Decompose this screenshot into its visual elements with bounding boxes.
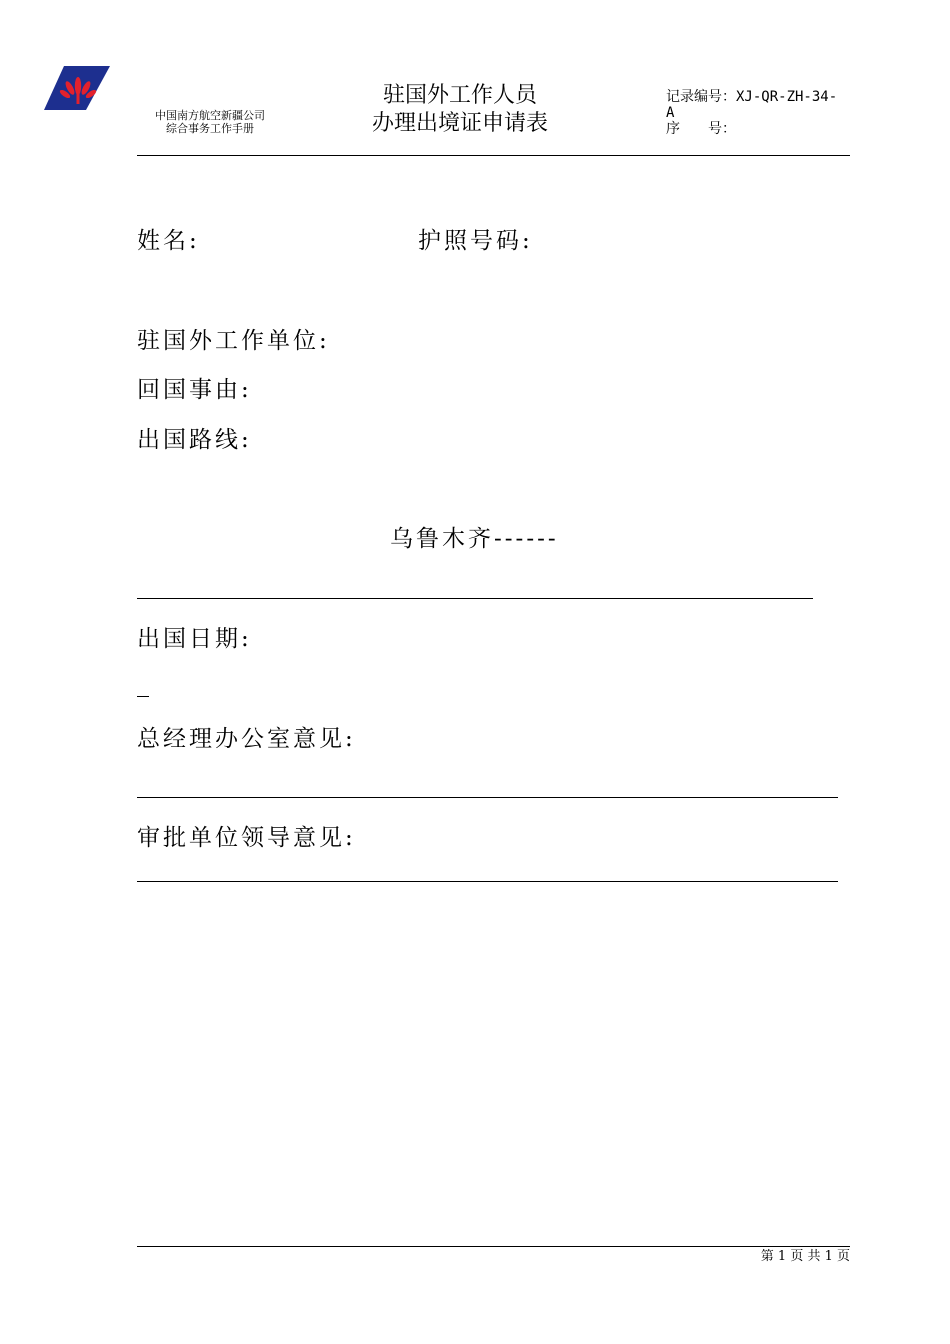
gm-office-opinion-label: 总经理办公室意见:	[137, 726, 356, 752]
departure-date-label: 出国日期:	[137, 626, 252, 652]
overseas-unit-label: 驻国外工作单位:	[137, 328, 330, 354]
gm-opinion-divider	[137, 797, 838, 798]
record-number: 记录编号：XJ-QR-ZH-34-	[666, 89, 838, 105]
header-divider	[137, 155, 850, 156]
kapok-flower-tail-logo-icon	[42, 64, 112, 112]
route-divider	[137, 598, 813, 599]
record-info	[666, 89, 866, 137]
passport-number-label: 护照号码:	[418, 228, 533, 254]
name-label: 姓名:	[137, 228, 200, 254]
company-name	[140, 109, 280, 135]
page-number: 第 1 页 共 1 页	[760, 1249, 850, 1264]
departure-route-label: 出国路线:	[137, 427, 252, 453]
company-name-line: 中国南方航空新疆公司	[155, 109, 265, 122]
form-title-line1: 驻国外工作人员	[382, 83, 537, 108]
approving-leader-opinion-label: 审批单位领导意见:	[137, 825, 356, 851]
manual-name-line: 综合事务工作手册	[166, 122, 254, 135]
date-underscore-mark	[137, 696, 149, 697]
record-number-suffix: A	[666, 105, 675, 121]
departure-route-value: 乌鲁木齐------	[390, 526, 559, 552]
serial-number-label: 序 号：	[666, 121, 736, 137]
company-logo	[42, 64, 112, 112]
form-title-line2: 办理出境证申请表	[371, 111, 548, 136]
footer-divider	[137, 1246, 850, 1247]
return-reason-label: 回国事由:	[137, 377, 252, 403]
form-title	[320, 82, 600, 138]
approval-divider	[137, 881, 838, 882]
